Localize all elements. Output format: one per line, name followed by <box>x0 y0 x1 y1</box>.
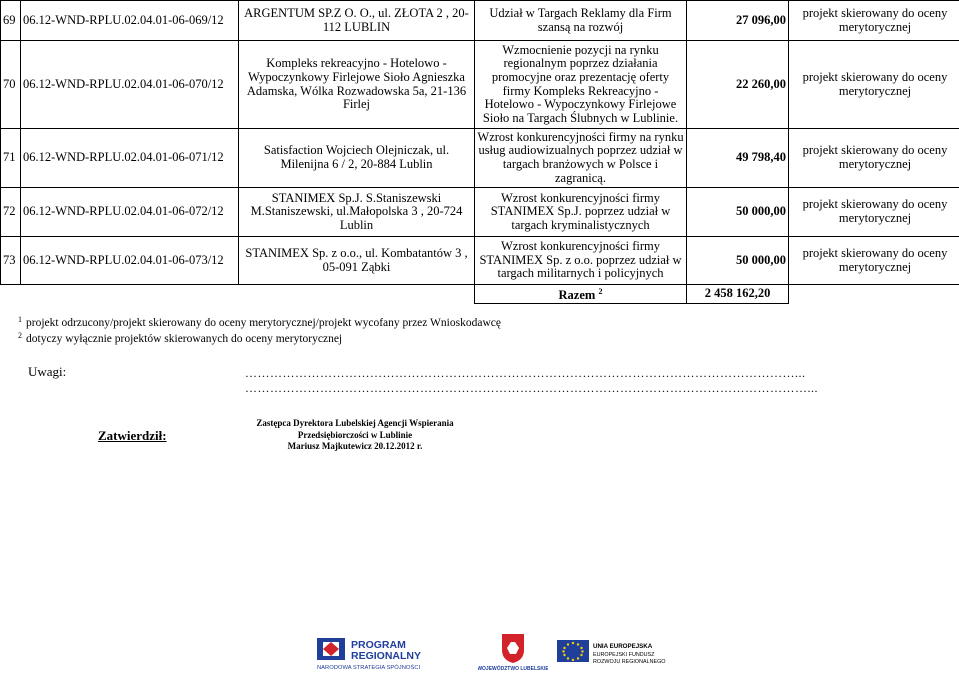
row-number: 70 <box>1 41 21 129</box>
row-number: 71 <box>1 129 21 188</box>
applicant: STANIMEX Sp.J. S.Staniszewski M.Staniszewski, ul.Małopolska 3 , 20-724 Lublin <box>239 188 475 237</box>
footnotes <box>18 315 501 347</box>
applicant: ARGENTUM SP.Z O. O., ul. ZŁOTA 2 , 20-112 LUBLIN <box>239 1 475 41</box>
amount: 49 798,40 <box>687 129 789 188</box>
footnote-2: $^2$ dotyczy wyłącznie projektów skierowanych do oceny merytorycznej <box>18 331 501 347</box>
row-number: 69 <box>1 1 21 41</box>
logos-bar <box>0 628 959 675</box>
remarks-label: Uwagi: <box>28 364 66 380</box>
svg-text:WOJEWÓDZTWO LUBELSKIE: WOJEWÓDZTWO LUBELSKIE <box>478 664 548 672</box>
project-title: Wzmocnienie pozycji na rynku regionalnym poprzez działania promocyjne oraz prezentację oferty firmy Kompleks Rekreacyjno - Hotelowo - Wypoczynkowy Firlejowe Sioło na Targach Ślubnych w Lublinie. <box>475 41 687 129</box>
row-number: 72 <box>1 188 21 237</box>
row-number: 73 <box>1 237 21 285</box>
remarks-line-2: ………………………………………………………………………………………………………………………... <box>245 381 818 396</box>
approved-label: Zatwierdził: <box>98 428 167 444</box>
total-row <box>1 285 959 304</box>
status: projekt skierowany do oceny merytorycznej <box>789 188 959 237</box>
projects-table <box>0 0 959 304</box>
table-row <box>1 129 959 188</box>
footnote-1: $^1$ projekt odrzucony/projekt skierowany do oceny merytorycznej/projekt wycofany przez Wnioskodawcę <box>18 315 501 331</box>
eu-flag-logo <box>555 632 675 672</box>
total-label: Razem $^2$ <box>475 285 687 304</box>
signature-line-3: Mariusz Majkutewicz 20.12.2012 r. <box>240 441 470 453</box>
application-code: 06.12-WND-RPLU.02.04.01-06-071/12 <box>21 129 239 188</box>
status: projekt skierowany do oceny merytorycznej <box>789 237 959 285</box>
table-row <box>1 1 959 41</box>
applicant: Satisfaction Wojciech Olejniczak, ul. Milenijna 6 / 2, 20-884 Lublin <box>239 129 475 188</box>
project-title: Wzrost konkurencyjności firmy na rynku usług audiowizualnych poprzez udział w targach branżowych w Polsce i zagranicą. <box>475 129 687 188</box>
project-title: Wzrost konkurencyjności firmy STANIMEX Sp.J. poprzez udział w targach kryminalistycznych <box>475 188 687 237</box>
amount: 27 096,00 <box>687 1 789 41</box>
svg-text:REGIONALNY: REGIONALNY <box>351 650 421 662</box>
project-title: Udział w Targach Reklamy dla Firm szansą na rozwój <box>475 1 687 41</box>
svg-text:EUROPEJSKI FUNDUSZ: EUROPEJSKI FUNDUSZ <box>593 652 655 658</box>
svg-text:NARODOWA STRATEGIA SPÓJNOŚCI: NARODOWA STRATEGIA SPÓJNOŚCI <box>317 663 420 671</box>
application-code: 06.12-WND-RPLU.02.04.01-06-070/12 <box>21 41 239 129</box>
remarks-line-1: ……………………………………………………………………………………………………………………... <box>245 366 806 381</box>
table-row <box>1 41 959 129</box>
lubelskie-coat-of-arms-logo <box>478 632 548 672</box>
application-code: 06.12-WND-RPLU.02.04.01-06-072/12 <box>21 188 239 237</box>
amount: 50 000,00 <box>687 237 789 285</box>
status: projekt skierowany do oceny merytorycznej <box>789 1 959 41</box>
status: projekt skierowany do oceny merytorycznej <box>789 129 959 188</box>
application-code: 06.12-WND-RPLU.02.04.01-06-073/12 <box>21 237 239 285</box>
svg-text:UNIA EUROPEJSKA: UNIA EUROPEJSKA <box>593 643 653 650</box>
svg-text:ROZWOJU REGIONALNEGO: ROZWOJU REGIONALNEGO <box>593 659 665 665</box>
applicant: Kompleks rekreacyjno - Hotelowo - Wypoczynkowy Firlejowe Sioło Agnieszka Adamska, Wólka Rozwadowska 5a, 21-136 Firlej <box>239 41 475 129</box>
signature-block <box>240 418 470 453</box>
project-title: Wzrost konkurencyjności firmy STANIMEX Sp. z o.o. poprzez udział w targach militarnych i policyjnych <box>475 237 687 285</box>
svg-text:PROGRAM: PROGRAM <box>351 639 406 651</box>
applicant: STANIMEX Sp. z o.o., ul. Kombatantów 3 , 05-091 Ząbki <box>239 237 475 285</box>
signature-line-1: Zastępca Dyrektora Lubelskiej Agencji Wspierania <box>240 418 470 430</box>
table-row <box>1 188 959 237</box>
signature-line-2: Przedsiębiorczości w Lublinie <box>240 430 470 442</box>
amount: 22 260,00 <box>687 41 789 129</box>
status: projekt skierowany do oceny merytorycznej <box>789 41 959 129</box>
total-value: 2 458 162,20 <box>687 285 789 304</box>
amount: 50 000,00 <box>687 188 789 237</box>
table-row <box>1 237 959 285</box>
application-code: 06.12-WND-RPLU.02.04.01-06-069/12 <box>21 1 239 41</box>
program-regionalny-logo <box>315 632 470 672</box>
